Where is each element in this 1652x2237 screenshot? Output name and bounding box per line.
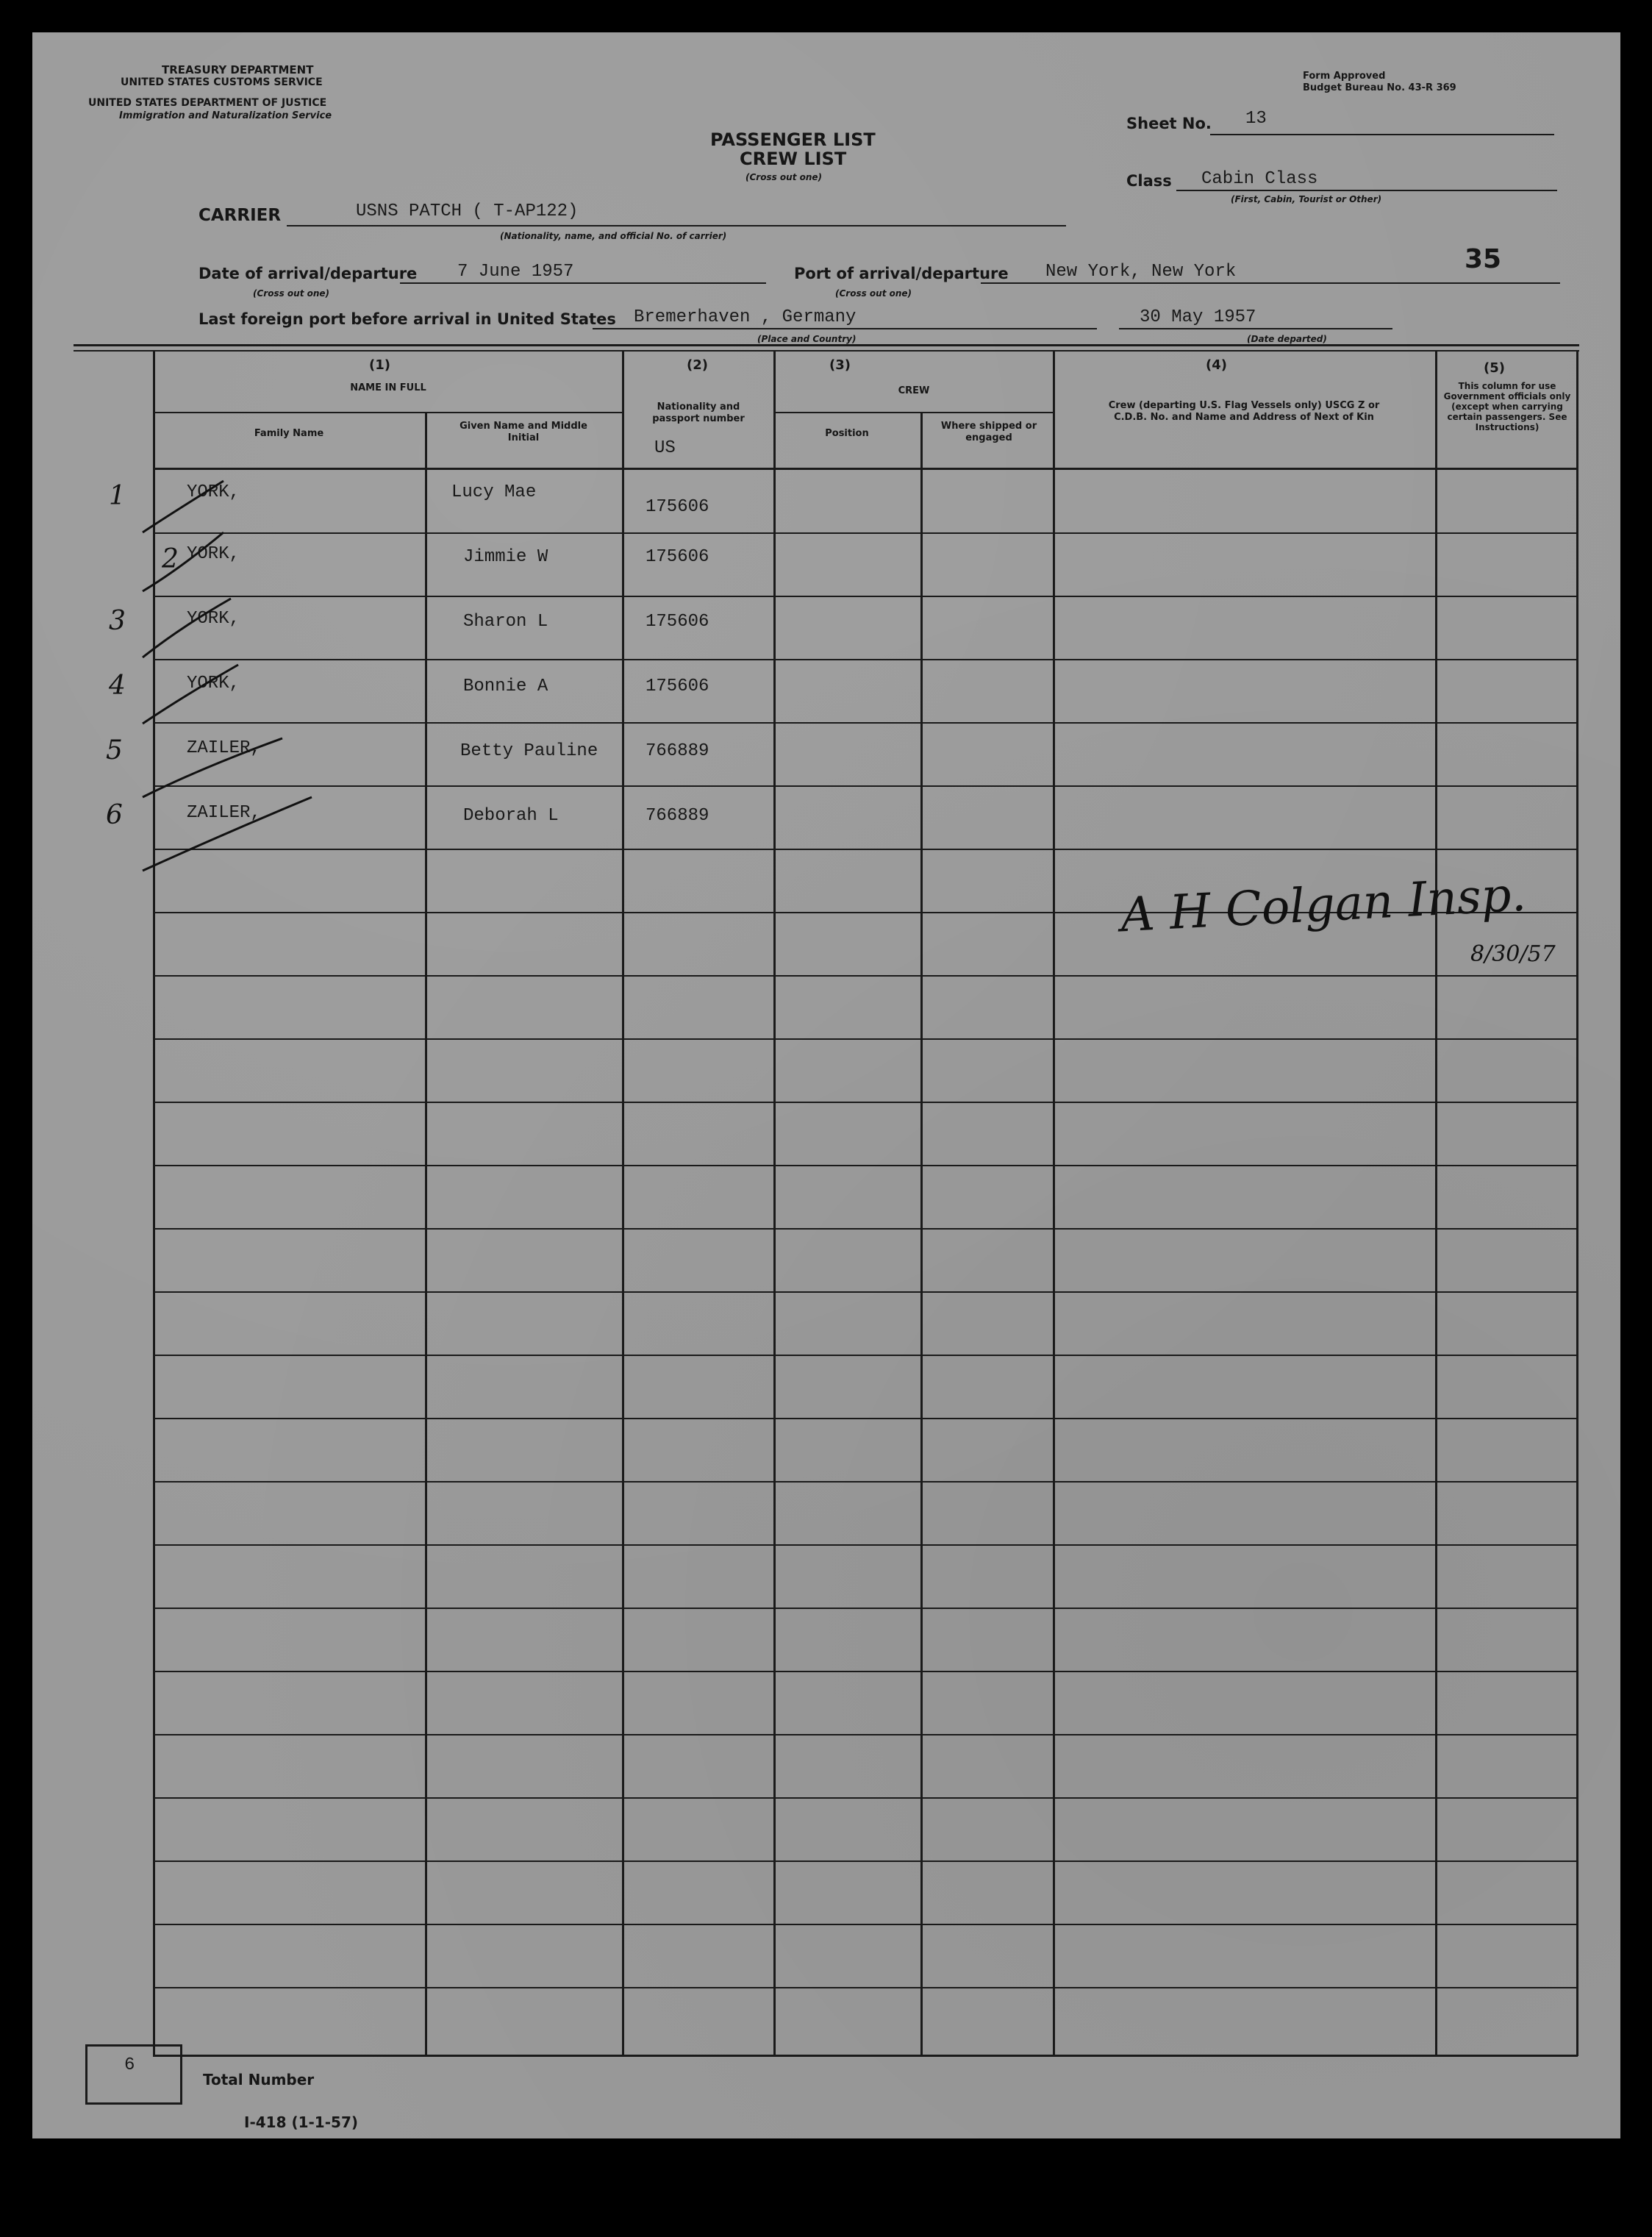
passport-number: 766889: [646, 806, 709, 826]
col3a-position: Position: [825, 428, 869, 439]
family-name: YORK,: [187, 609, 240, 629]
total-number-label: Total Number: [203, 2071, 315, 2088]
sheet-value: 13: [1245, 109, 1267, 129]
row-tick-mark: 4: [109, 671, 126, 701]
page-number: 35: [1465, 244, 1502, 274]
form-approved: Form Approved: [1303, 71, 1386, 82]
passport-number: 175606: [646, 612, 709, 632]
carrier-value: USNS PATCH ( T-AP122): [356, 201, 579, 221]
carrier-note: (Nationality, name, and official No. of carrier): [500, 231, 727, 241]
last-port-value: Bremerhaven , Germany: [634, 307, 857, 327]
arrival-date-note: (Cross out one): [253, 288, 330, 299]
col3b-where-shipped: Where shipped or engaged: [940, 421, 1037, 443]
family-name: ZAILER,: [187, 803, 261, 823]
total-number-value: 6: [124, 2055, 135, 2075]
row-tick-mark: 5: [106, 735, 123, 766]
total-number-box: [85, 2044, 182, 2105]
given-name: Jimmie W: [463, 547, 548, 567]
form-number: I-418 (1-1-57): [244, 2113, 358, 2131]
agency-line-3: UNITED STATES DEPARTMENT OF JUSTICE: [88, 97, 327, 109]
passport-number: 175606: [646, 547, 709, 567]
row-tick-mark: 6: [106, 800, 123, 830]
col1a-family-name: Family Name: [254, 428, 324, 439]
family-name: YORK,: [187, 482, 240, 502]
last-port-label: Last foreign port before arrival in United States: [199, 310, 616, 328]
class-label: Class: [1126, 172, 1172, 190]
carrier-label: CARRIER: [199, 206, 282, 225]
date-departed-value: 30 May 1957: [1140, 307, 1256, 327]
class-note: (First, Cabin, Tourist or Other): [1231, 194, 1382, 204]
check-mark-strokes: [135, 488, 356, 900]
passport-number: 175606: [646, 677, 709, 696]
col3-title: CREW: [898, 385, 930, 396]
col4-number: (4): [1206, 357, 1227, 373]
arrival-date-label: Date of arrival/departure: [199, 265, 418, 282]
col2-nationality-value: US: [654, 438, 676, 458]
signature-date: 8/30/57: [1470, 941, 1556, 967]
passport-number: 766889: [646, 741, 709, 761]
title-crew-list: CREW LIST: [740, 149, 847, 169]
row-tick-mark: 2: [162, 544, 179, 574]
given-name: Betty Pauline: [460, 741, 598, 761]
title-note: (Cross out one): [745, 172, 823, 182]
agency-line-1: TREASURY DEPARTMENT: [162, 63, 314, 76]
family-name: YORK,: [187, 674, 240, 693]
given-name: Bonnie A: [463, 677, 548, 696]
col5-title: This column for use Government officials only (except when carrying certain passengers. See Instructions): [1443, 381, 1571, 432]
last-port-note: (Place and Country): [757, 334, 857, 344]
date-departed-note: (Date departed): [1247, 334, 1327, 344]
port-note: (Cross out one): [835, 288, 912, 299]
col5-number: (5): [1484, 360, 1505, 376]
port-value: New York, New York: [1045, 262, 1237, 282]
sheet-label: Sheet No.: [1126, 115, 1212, 132]
passenger-list-form: [32, 32, 1620, 2138]
given-name: Sharon L: [463, 612, 548, 632]
col2-number: (2): [687, 357, 708, 373]
passport-number: 175606: [646, 497, 709, 517]
family-name: YORK,: [187, 544, 240, 564]
col1b-given-name: Given Name and Middle Initial: [460, 421, 587, 443]
family-name: ZAILER,: [187, 738, 261, 758]
agency-line-4: Immigration and Naturalization Service: [119, 110, 332, 121]
col4-title: Crew (departing U.S. Flag Vessels only) USCG Z or C.D.B. No. and Name and Address of Next of Kin: [1108, 400, 1380, 423]
row-tick-mark: 3: [109, 606, 126, 636]
given-name: Deborah L: [463, 806, 559, 826]
class-value: Cabin Class: [1201, 169, 1318, 189]
title-passenger-list: PASSENGER LIST: [710, 129, 876, 150]
col1-title: NAME IN FULL: [350, 382, 426, 393]
budget-bureau: Budget Bureau No. 43-R 369: [1303, 82, 1456, 93]
row-tick-mark: 1: [109, 481, 126, 511]
inspector-signature: A H Colgan Insp.: [1119, 867, 1528, 943]
given-name: Lucy Mae: [451, 482, 537, 502]
agency-line-2: UNITED STATES CUSTOMS SERVICE: [121, 76, 323, 88]
port-label: Port of arrival/departure: [794, 265, 1009, 282]
col2-title: Nationality and passport number: [652, 402, 745, 424]
col3-number: (3): [829, 357, 851, 373]
col1-number: (1): [369, 357, 390, 373]
arrival-date-value: 7 June 1957: [457, 262, 574, 282]
